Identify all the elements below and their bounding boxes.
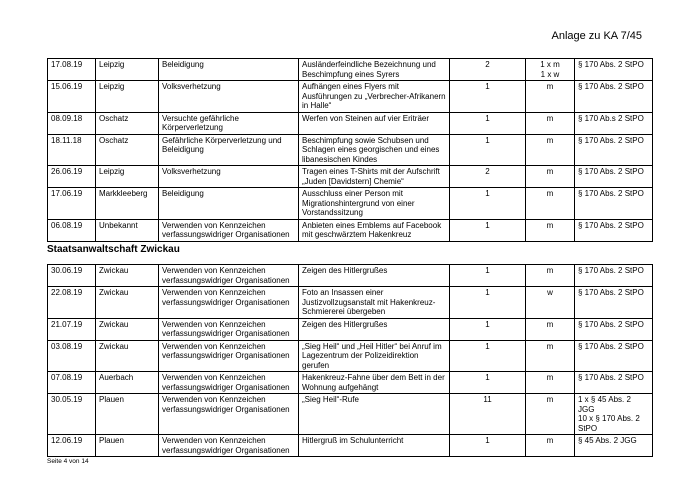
count-cell: 1	[450, 318, 526, 340]
description-cell: Ausländerfeindliche Bezeichnung und Beschimpfung eines Syrers	[299, 59, 450, 81]
description-cell: Beschimpfung sowie Schubsen und Schlagen eines georgischen und eines libanesischen Kindes	[299, 134, 450, 166]
gender-cell: m	[526, 81, 575, 113]
table-row	[48, 59, 653, 81]
offense-cell: Verwenden von Kennzeichen verfassungswidriger Organisationen	[159, 340, 299, 372]
outcome-cell: § 170 Abs. 2 StPO	[575, 372, 653, 394]
table-row	[48, 318, 653, 340]
table-row	[48, 188, 653, 220]
description-cell: Werfen von Steinen auf vier Eriträer	[299, 112, 450, 134]
offense-cell: Beleidigung	[159, 188, 299, 220]
outcome-cell: § 170 Abs. 2 StPO	[575, 318, 653, 340]
date-cell: 30.05.19	[48, 394, 96, 435]
outcome-cell: § 170 Abs. 2 StPO	[575, 219, 653, 241]
date-cell: 03.08.19	[48, 340, 96, 372]
outcome-cell: § 170 Abs. 2 StPO	[575, 59, 653, 81]
outcome-cell	[575, 394, 653, 435]
description-cell: Anbieten eines Emblems auf Facebook mit geschwärztem Hakenkreuz	[299, 219, 450, 241]
count-cell: 2	[450, 59, 526, 81]
description-cell: Hitlergruß im Schulunterricht	[299, 435, 450, 457]
location-cell: Zwickau	[96, 340, 159, 372]
offense-cell: Verwenden von Kennzeichen verfassungswidriger Organisationen	[159, 318, 299, 340]
cell-line: 10 x § 170 Abs. 2 StPO	[578, 414, 640, 433]
gender-cell: m	[526, 219, 575, 241]
attachment-reference: Anlage zu KA 7/45	[551, 30, 642, 42]
table-row	[48, 435, 653, 457]
location-cell: Leipzig	[96, 81, 159, 113]
cell-line: 1 x m	[540, 60, 560, 69]
date-cell: 07.08.19	[48, 372, 96, 394]
description-cell: Ausschluss einer Person mit Migrationshintergrund von einer Vorstandssitzung	[299, 188, 450, 220]
gender-cell: m	[526, 394, 575, 435]
description-cell: Zeigen des Hitlergrußes	[299, 265, 450, 287]
count-cell: 1	[450, 134, 526, 166]
location-cell: Plauen	[96, 435, 159, 457]
count-cell: 1	[450, 372, 526, 394]
gender-cell	[526, 59, 575, 81]
offense-cell: Volksverhetzung	[159, 166, 299, 188]
outcome-cell: § 170 Abs. 2 StPO	[575, 265, 653, 287]
offense-cell: Versuchte gefährliche Körperverletzung	[159, 112, 299, 134]
location-cell: Oschatz	[96, 134, 159, 166]
outcome-cell: § 170 Abs. 2 StPO	[575, 188, 653, 220]
gender-cell: m	[526, 188, 575, 220]
count-cell: 1	[450, 188, 526, 220]
description-cell: Aufhängen eines Flyers mit Ausführungen zu „Verbrecher-Afrikanern in Halle“	[299, 81, 450, 113]
outcome-cell: § 170 Abs. 2 StPO	[575, 166, 653, 188]
offense-cell: Verwenden von Kennzeichen verfassungswidriger Organisationen	[159, 265, 299, 287]
count-cell: 1	[450, 265, 526, 287]
offense-cell: Gefährliche Körperverletzung und Beleidigung	[159, 134, 299, 166]
description-cell: Hakenkreuz-Fahne über dem Bett in der Wohnung aufgehängt	[299, 372, 450, 394]
gender-cell: m	[526, 435, 575, 457]
offense-cell: Verwenden von Kennzeichen verfassungswidriger Organisationen	[159, 394, 299, 435]
gender-cell: m	[526, 340, 575, 372]
date-cell: 17.06.19	[48, 188, 96, 220]
date-cell: 22.08.19	[48, 287, 96, 319]
date-cell: 08.09.18	[48, 112, 96, 134]
offense-cell: Volksverhetzung	[159, 81, 299, 113]
gender-cell: m	[526, 112, 575, 134]
date-cell: 18.11.18	[48, 134, 96, 166]
count-cell: 1	[450, 435, 526, 457]
date-cell: 15.06.19	[48, 81, 96, 113]
location-cell: Leipzig	[96, 59, 159, 81]
offense-cell: Verwenden von Kennzeichen verfassungswidriger Organisationen	[159, 219, 299, 241]
date-cell: 12.06.19	[48, 435, 96, 457]
date-cell: 30.06.19	[48, 265, 96, 287]
location-cell: Zwickau	[96, 287, 159, 319]
count-cell: 1	[450, 112, 526, 134]
count-cell: 2	[450, 166, 526, 188]
gender-cell: m	[526, 134, 575, 166]
count-cell: 1	[450, 287, 526, 319]
date-cell: 06.08.19	[48, 219, 96, 241]
table-row	[48, 340, 653, 372]
offense-cell: Verwenden von Kennzeichen verfassungswidriger Organisationen	[159, 287, 299, 319]
outcome-cell: § 45 Abs. 2 JGG	[575, 435, 653, 457]
count-cell: 11	[450, 394, 526, 435]
date-cell: 26.06.19	[48, 166, 96, 188]
location-cell: Markkleeberg	[96, 188, 159, 220]
outcome-cell: § 170 Ab.s 2 StPO	[575, 112, 653, 134]
count-cell: 1	[450, 81, 526, 113]
page-number: Seite 4 von 14	[47, 458, 89, 465]
description-cell: „Sieg Heil“-Rufe	[299, 394, 450, 435]
description-cell: „Sieg Heil“ und „Heil Hitler“ bei Anruf im Lagezentrum der Polizeidirektion gerufen	[299, 340, 450, 372]
table-row	[48, 219, 653, 241]
table-row	[48, 394, 653, 435]
gender-cell: w	[526, 287, 575, 319]
location-cell: Leipzig	[96, 166, 159, 188]
cell-line: 1 x w	[540, 69, 560, 79]
cases-table-leipzig	[47, 58, 653, 242]
table-row	[48, 112, 653, 134]
date-cell: 17.08.19	[48, 59, 96, 81]
description-cell: Tragen eines T-Shirts mit der Aufschrift „Juden [Davidstern] Chemie“	[299, 166, 450, 188]
location-cell: Zwickau	[96, 265, 159, 287]
table-row	[48, 372, 653, 394]
table-row	[48, 166, 653, 188]
date-cell: 21.07.19	[48, 318, 96, 340]
gender-cell: m	[526, 318, 575, 340]
count-cell: 1	[450, 219, 526, 241]
location-cell: Plauen	[96, 394, 159, 435]
offense-cell: Verwenden von Kennzeichen verfassungswidriger Organisationen	[159, 435, 299, 457]
cases-table-zwickau	[47, 264, 653, 457]
location-cell: Unbekannt	[96, 219, 159, 241]
outcome-cell: § 170 Abs. 2 StPO	[575, 287, 653, 319]
outcome-cell: § 170 Abs. 2 StPO	[575, 81, 653, 113]
table-row	[48, 134, 653, 166]
cell-line: 1 x § 45 Abs. 2 JGG	[578, 395, 631, 414]
table-row	[48, 81, 653, 113]
description-cell: Foto an Insassen einer Justizvollzugsanstalt mit Hakenkreuz-Schmiererei übergeben	[299, 287, 450, 319]
description-cell: Zeigen des Hitlergrußes	[299, 318, 450, 340]
location-cell: Zwickau	[96, 318, 159, 340]
offense-cell: Verwenden von Kennzeichen verfassungswidriger Organisationen	[159, 372, 299, 394]
gender-cell: m	[526, 166, 575, 188]
location-cell: Auerbach	[96, 372, 159, 394]
outcome-cell: § 170 Abs. 2 StPO	[575, 134, 653, 166]
count-cell: 1	[450, 340, 526, 372]
section-title-zwickau: Staatsanwaltschaft Zwickau	[47, 244, 180, 255]
offense-cell: Beleidigung	[159, 59, 299, 81]
outcome-cell: § 170 Abs. 2 StPO	[575, 340, 653, 372]
gender-cell: m	[526, 265, 575, 287]
gender-cell: m	[526, 372, 575, 394]
table-row	[48, 287, 653, 319]
location-cell: Oschatz	[96, 112, 159, 134]
table-row	[48, 265, 653, 287]
